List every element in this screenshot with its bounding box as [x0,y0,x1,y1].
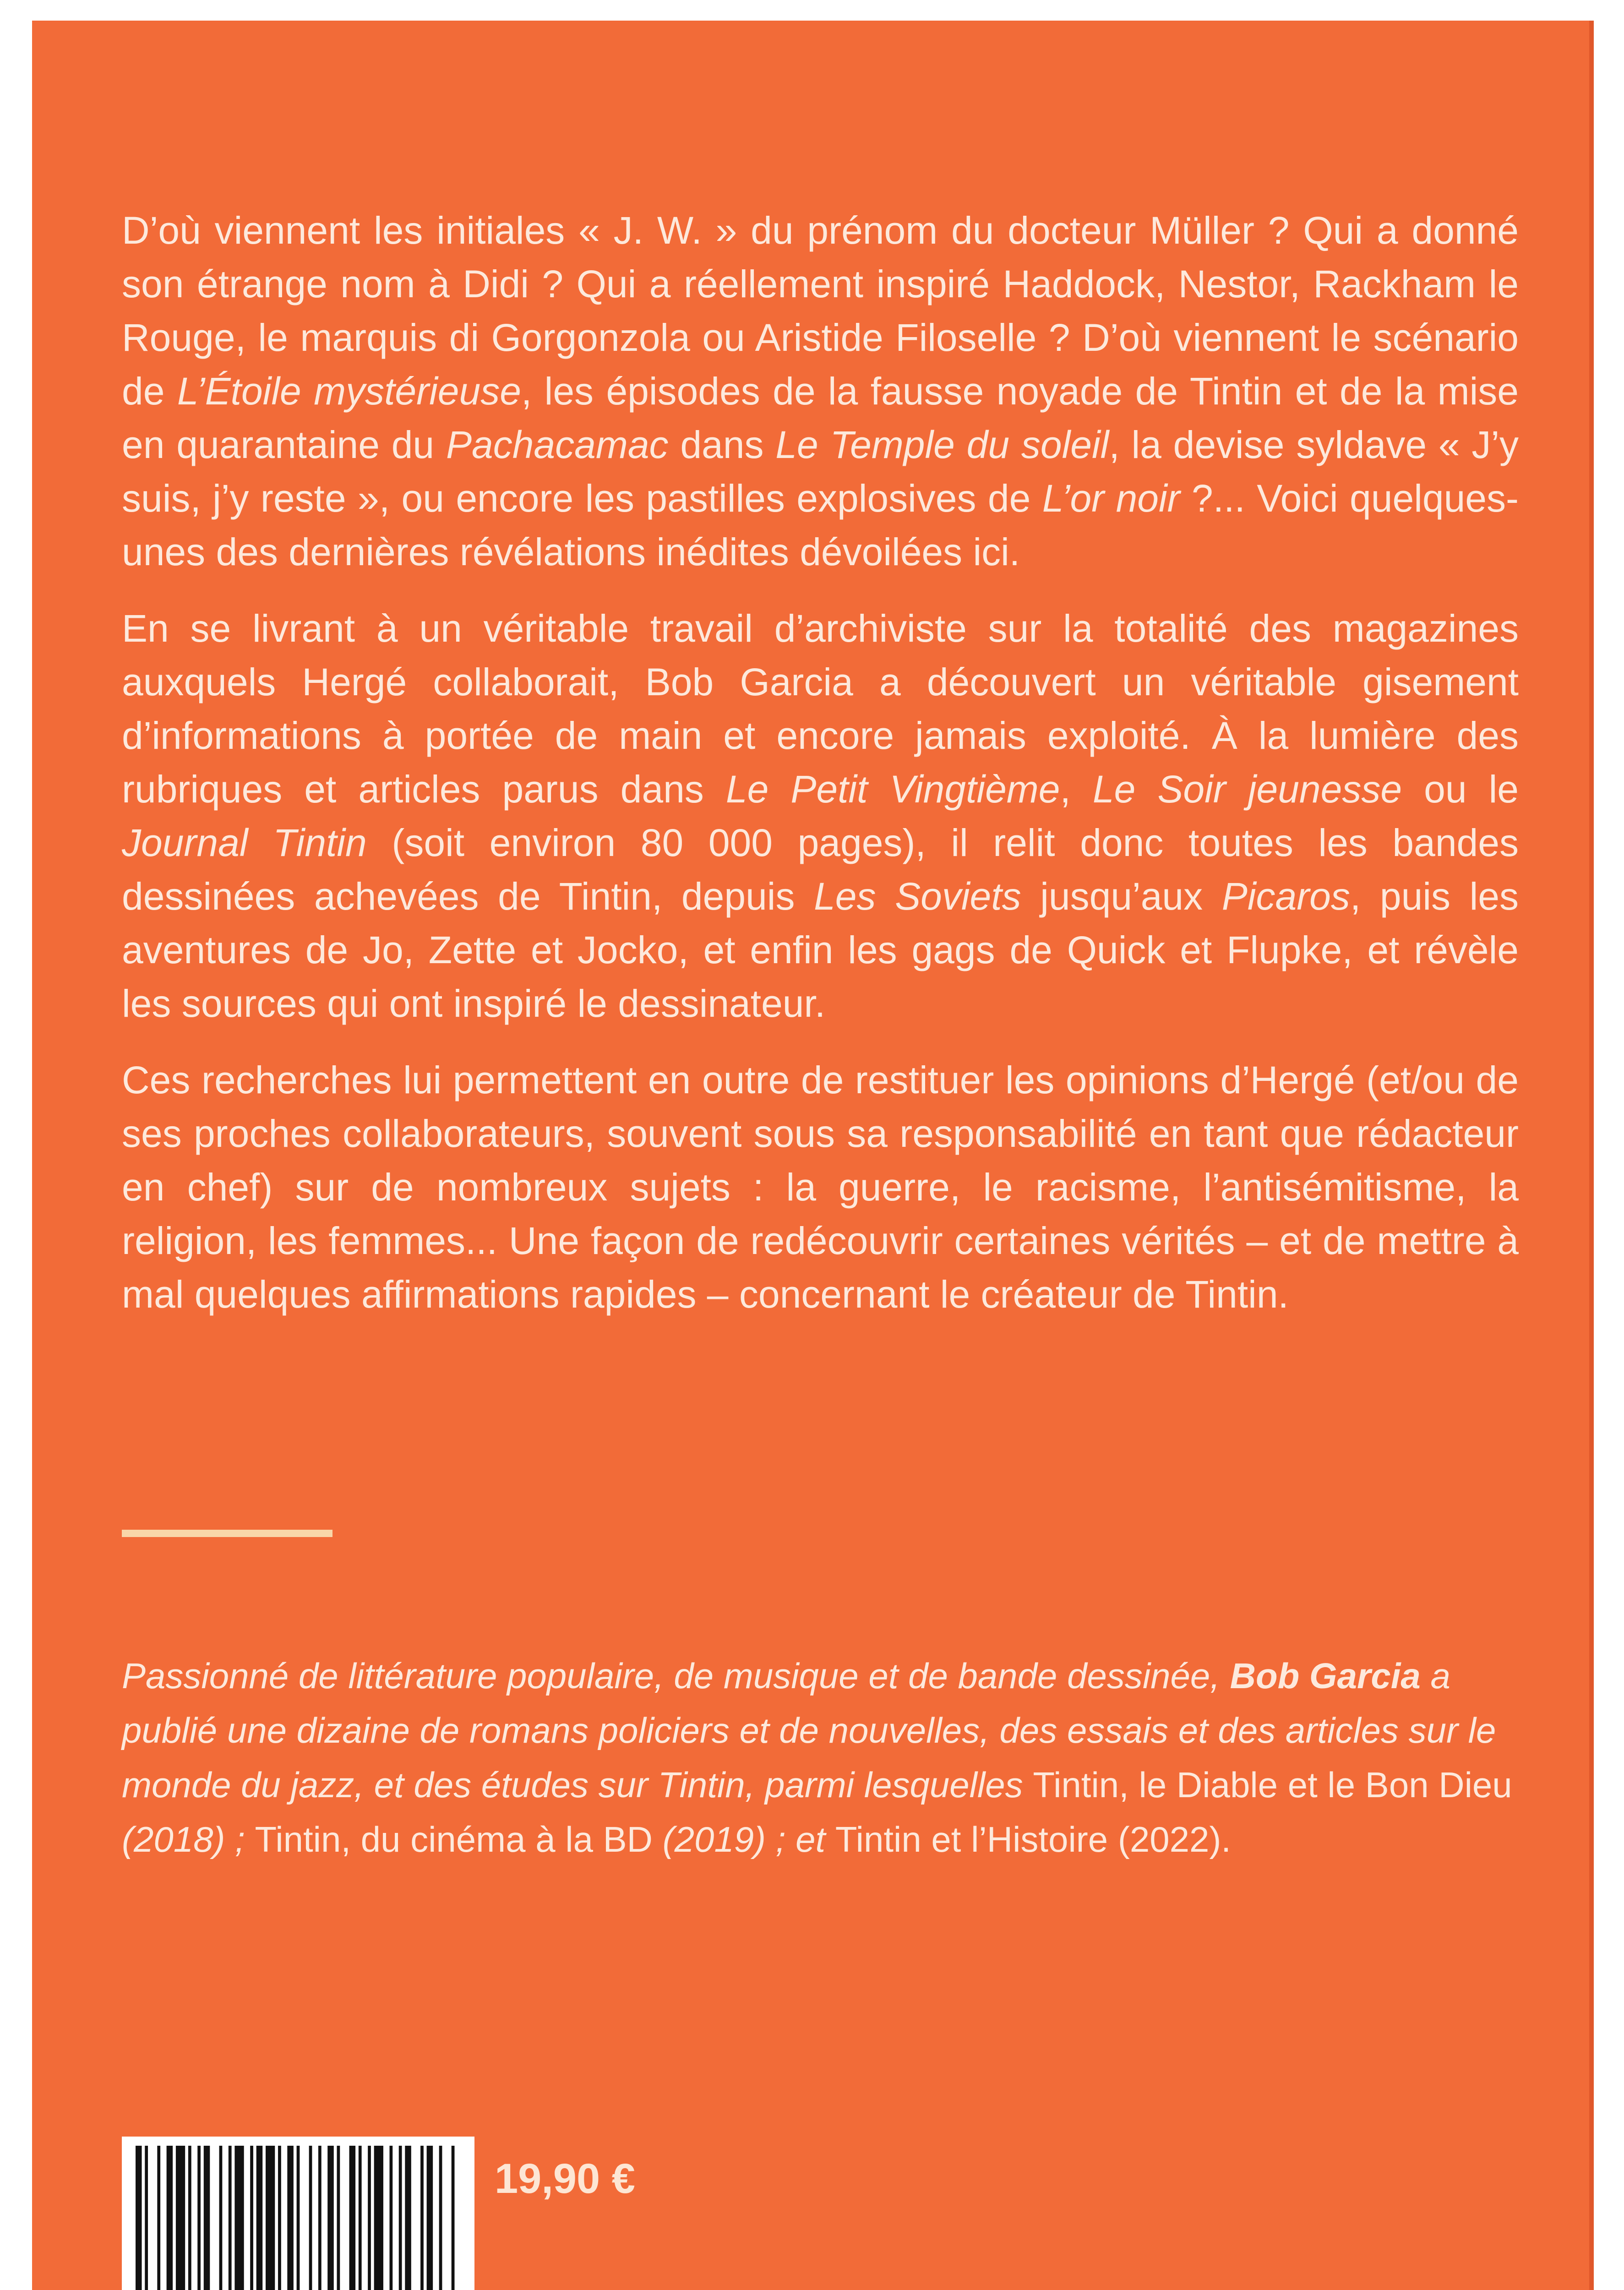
barcode-bar [427,2146,433,2290]
barcode-bar [157,2146,160,2290]
barcode [122,2137,474,2290]
text-run: , la devise syldave « J’y suis, j’y reste », ou encore les pastilles explosives de [122,423,1519,520]
text-run: Bob Garcia [1230,1656,1421,1696]
synopsis-paragraph-2 [122,602,1519,1030]
author-bio-text [122,1649,1519,1867]
text-run: (2019) ; et [653,1819,835,1859]
text-run: L’Étoile mystérieuse [177,370,521,413]
synopsis-paragraph-3 [122,1053,1519,1321]
barcode-bar [256,2146,263,2290]
text-run: dans [668,423,776,466]
text-run: Tintin, le Diable et le Bon Dieu [1033,1765,1512,1805]
barcode-bar [389,2146,392,2290]
text-run: Journal Tintin [122,821,367,864]
text-run: D’où viennent les initiales « J. W. » du prénom du docteur Müller ? Qui a donné son étrange nom à Didi ? Qui a réellement inspiré Haddock, Nestor, Rackham le Rouge, le marquis di Gorgonzola ou Aristide Filoselle ? D’où viennent le scénario de [122,209,1519,413]
barcode-bar [287,2146,294,2290]
text-run: En se livrant à un véritable travail d’archiviste sur la totalité des magazines auxquels Hergé collaborait, Bob Garcia a découvert un véritable gisement d’informations à portée de main et encore jamais exploité. À la lumière des rubriques et articles parus dans [122,607,1519,811]
barcode-bar [197,2146,201,2290]
separator-rule [122,1530,332,1537]
barcode-bar [229,2146,232,2290]
text-run: Pachacamac [446,423,669,466]
barcode-bar [278,2146,281,2290]
text-run: ou le [1402,768,1519,811]
synopsis-paragraph-1 [122,204,1519,579]
barcode-bar [359,2146,362,2290]
text-run: Tintin, du cinéma à la BD [255,1819,653,1859]
barcode-bar [337,2146,340,2290]
barcode-bar [309,2146,312,2290]
text-run: Ces recherches lui permettent en outre de restituer les opinions d’Hergé (et/ou de ses proches collaborateurs, souvent sous sa responsabilité en tant que rédacteur en chef) sur de nombreux sujets : la guerre, le racisme, l’antisémitisme, la religion, les femmes... Une façon de redécouvrir certaines vérités – et de mettre à mal quelques affirmations rapides – concernant le créateur de Tintin. [122,1058,1519,1316]
barcode-bar [204,2146,210,2290]
barcode-bar [327,2146,334,2290]
text-run: Picaros [1221,875,1350,918]
barcode-bar [188,2146,191,2290]
text-run: Le Soir jeunesse [1092,768,1402,811]
barcode-bar [349,2146,356,2290]
barcode-bars [136,2146,461,2290]
text-run: (2022). [1108,1819,1231,1859]
barcode-bar [405,2146,411,2290]
text-run: (2018) ; [122,1819,255,1859]
barcode-bar [250,2146,253,2290]
author-bio [122,1649,1519,1867]
book-back-cover [32,21,1594,2290]
barcode-bar [374,2146,383,2290]
price: 19,90 € [495,2155,635,2202]
text-run: (soit environ 80 000 pages), il relit donc toutes les bandes dessinées achevées de Tintin, depuis [122,821,1519,918]
text-run: , puis les aventures de Jo, Zette et Jocko, et enfin les gags de Quick et Flupke, et révèle les sources qui ont inspiré le dessinateur. [122,875,1519,1025]
text-run: L’or noir [1042,477,1180,520]
text-run: Passionné de littérature populaire, de musique et de bande dessinée, [122,1656,1230,1696]
barcode-bar [266,2146,275,2290]
barcode-bar [399,2146,402,2290]
barcode-bar [145,2146,148,2290]
text-run: a publié une dizaine de romans policiers et de nouvelles, des essais et des articles sur le monde du jazz, et des études sur Tintin, parmi lesquelles [122,1656,1496,1805]
barcode-bar [439,2146,442,2290]
barcode-bar [176,2146,185,2290]
text-run: ?... Voici quelques-unes des dernières révélations inédites dévoilées ici. [122,477,1519,573]
barcode-bar [420,2146,424,2290]
barcode-bar [368,2146,371,2290]
barcode-bar [452,2146,455,2290]
barcode-bar [219,2146,223,2290]
synopsis [122,204,1519,1344]
barcode-bar [234,2146,244,2290]
text-run: , [1060,768,1093,811]
text-run: jusqu’aux [1021,875,1222,918]
text-run: Tintin et l’Histoire [835,1819,1108,1859]
barcode-bar [297,2146,300,2290]
barcode-bar [318,2146,322,2290]
barcode-bar [167,2146,173,2290]
text-run: Le Temple du soleil [775,423,1109,466]
text-run: Le Petit Vingtième [725,768,1060,811]
text-run: Les Soviets [814,875,1021,918]
barcode-bar [136,2146,142,2290]
text-run: , les épisodes de la fausse noyade de Tintin et de la mise en quarantaine du [122,370,1519,466]
